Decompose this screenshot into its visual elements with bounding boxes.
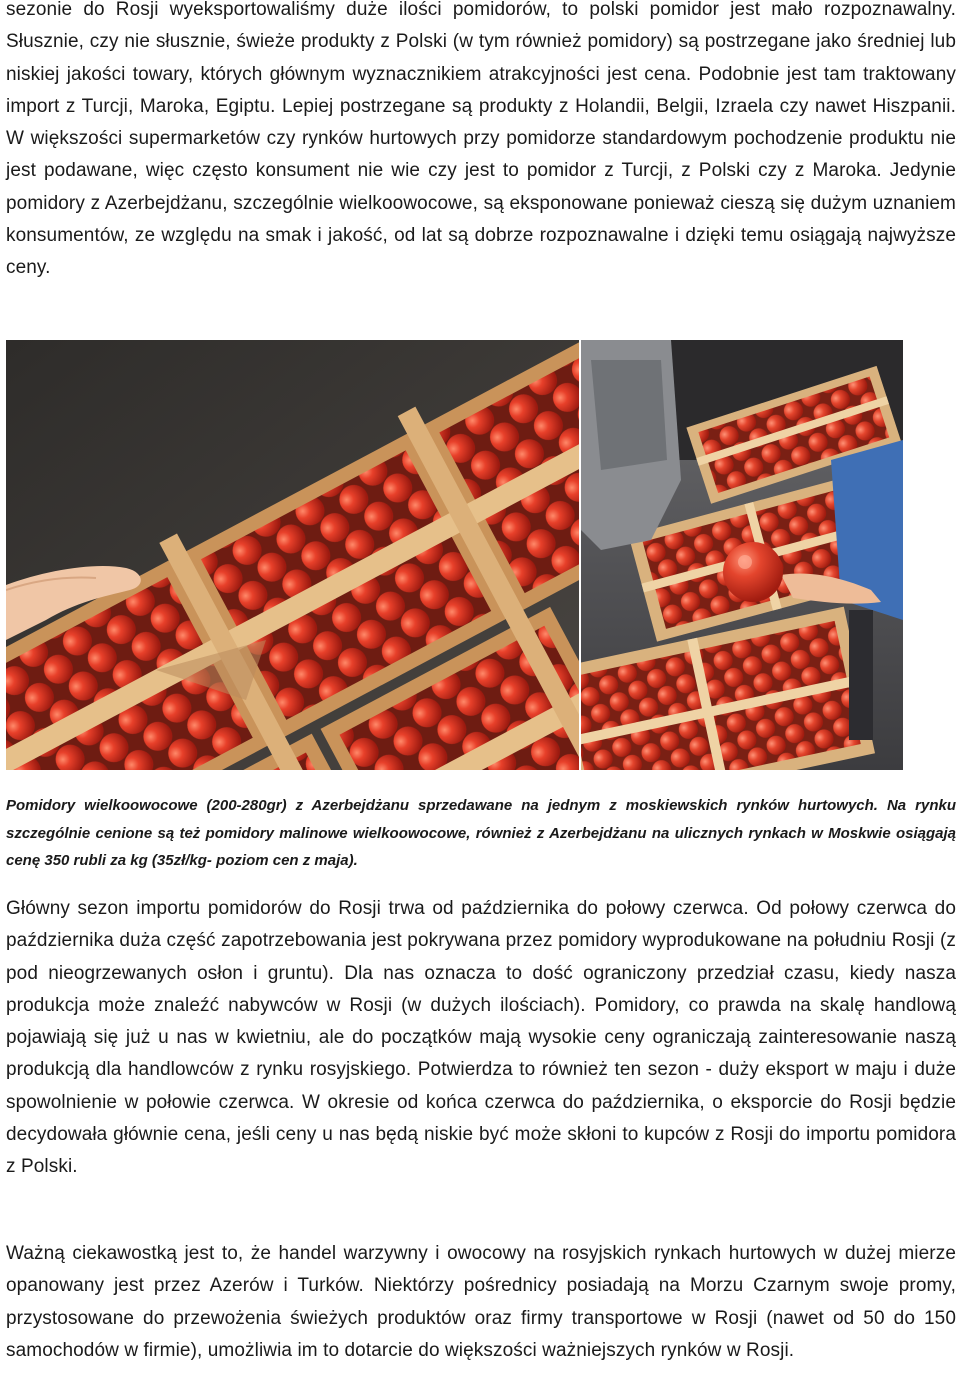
photo-row: [6, 340, 903, 770]
market-tomato-photo: [581, 340, 903, 770]
paragraph-season: Główny sezon importu pomidorów do Rosji trwa od października do połowy czerwca. Od połowy czerwca do października duża część zapotrzebowania jest pokrywana przez pomidory wyprodukowane na południu Rosji (z pod nieogrzewanych osłon i gruntu). Dla nas oznacza to dość ograniczony przedział czasu, kiedy nasza produkcja może znaleźć nabywców w Rosji (w dużych ilościach). Pomidory, co prawda na skalę handlową pojawiają się już u nas w kwietniu, ale do początków mają wysokie ceny ograniczają zainteresowanie naszą produkcją dla handlowców z rynku rosyjskiego. Potwierdza to również ten sezon - duży eksport w maju i duże spowolnienie w połowie czerwca. W okresie od końca czerwca do października, o eksporcie do Rosji będzie decydowała głównie cena, jeśli ceny u nas będą niskie być może skłoni to kupców z Rosji do importu pomidora z Polski.: [6, 898, 956, 1178]
paragraph-intro: sezonie do Rosji wyeksportowaliśmy duże ilości pomidorów, to polski pomidor jest mało rozpoznawalny. Słusznie, czy nie słusznie, świeże produkty z Polski (w tym również pomidory) są postrzegane jako średniej lub niskiej jakości towary, których głównym wyznacznikiem atrakcyjności jest cena. Podobnie jest tam traktowany import z Turcji, Maroka, Egiptu. Lepiej postrzegane są produkty z Holandii, Belgii, Izraela czy nawet Hiszpanii. W większości supermarketów czy rynków hurtowych przy pomidorze standardowym pochodzenie produktu nie jest podawane, więc często konsument nie wie czy jest to pomidor z Turcji, z Polski czy z Maroka. Jedynie pomidory z Azerbejdżanu, szczególnie wielkoowocowe, są eksponowane ponieważ cieszą się dużym uznaniem konsumentów, ze względu na smak i jakość, od lat są dobrze rozpoznawalne i dzięki temu osiągają najwyższe ceny.: [6, 0, 956, 279]
tomato-crates-photo: [6, 340, 579, 770]
paragraph-trade: Ważną ciekawostką jest to, że handel warzywny i owocowy na rosyjskich rynkach hurtowych w dużej mierze opanowany jest przez Azerów i Turków. Niektórzy pośrednicy posiadają na Morzu Czarnym swoje promy, przystosowane do przewożenia świeżych produktów oraz firmy transportowe w Rosji (nawet od 50 do 150 samochodów w firmie), umożliwia im to dotarcie do większości ważniejszych rynków w Rosji.: [6, 1243, 956, 1361]
photo-caption: Pomidory wielkoowocowe (200-280gr) z Azerbejdżanu sprzedawane na jednym z moskiewskich rynków hurtowych. Na rynku szczególnie cenione są też pomidory malinowe wielkoowocowe, również z Azerbejdżanu na ulicznych rynkach w Moskwie osiągają cenę 350 rubli za kg (35zł/kg- poziom cen z maja).: [6, 797, 956, 869]
